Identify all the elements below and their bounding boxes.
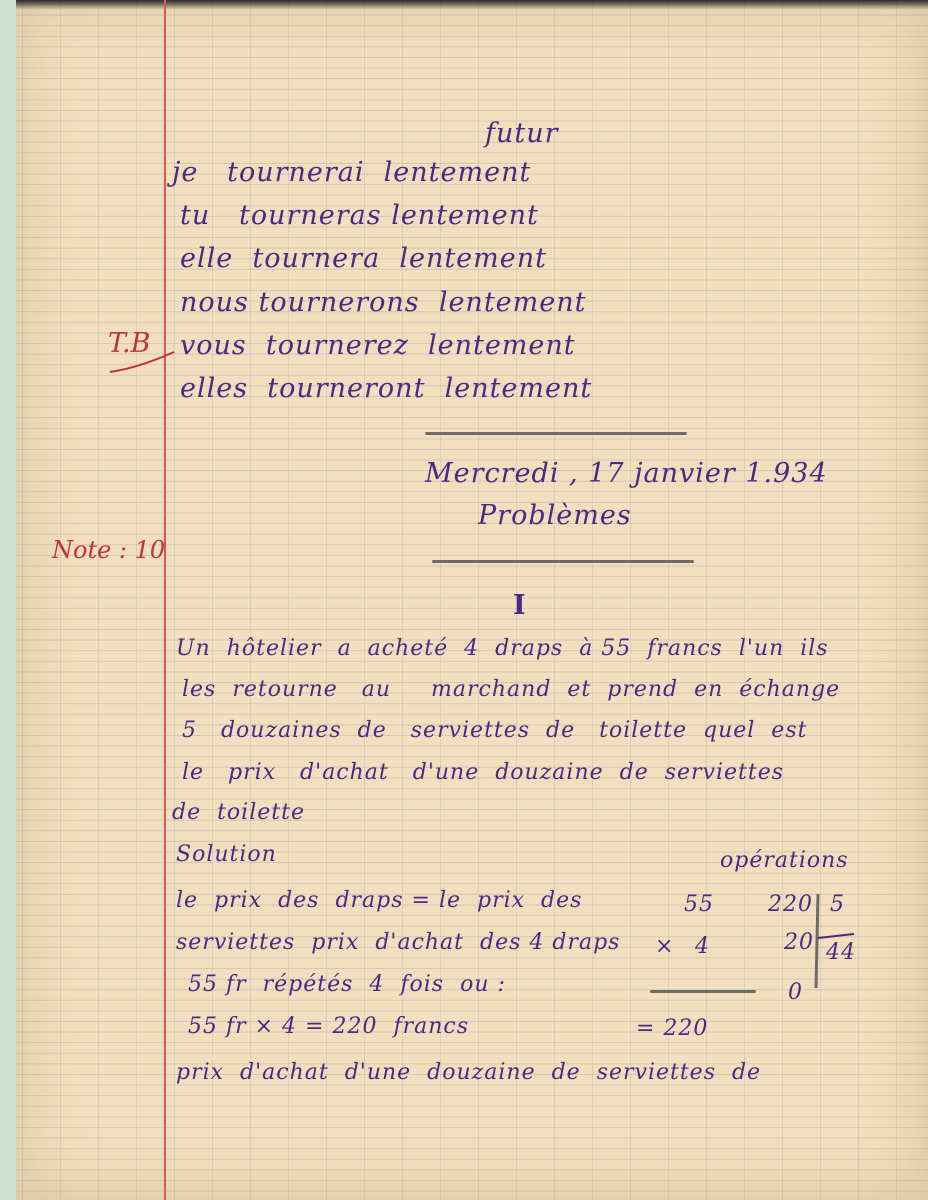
problem-line: Un hôtelier a acheté 4 draps à 55 francs l'un ils (176, 636, 829, 661)
division-quotient: 44 (826, 940, 856, 965)
conjugation-line: elle tournera lentement (180, 243, 547, 274)
solution-line: le prix des draps = le prix des (176, 888, 583, 913)
conjugation-line: vous tournerez lentement (180, 330, 576, 361)
separator-rule (425, 432, 687, 435)
operation-times-sign: × (655, 934, 675, 959)
solution-line: 55 fr × 4 = 220 francs (180, 1014, 470, 1039)
page-top-edge (16, 0, 928, 10)
conjugation-line: tu tourneras lentement (180, 200, 539, 231)
solution-label: Solution (176, 842, 277, 867)
division-bracket (810, 892, 856, 992)
teacher-initials: T.B (108, 328, 151, 359)
conjugation-line: je tournerai lentement (172, 157, 532, 188)
conjugation-line: nous tournerons lentement (180, 287, 587, 318)
separator-rule (432, 560, 694, 563)
heading: futur (485, 118, 559, 149)
problem-line: les retourne au marchand et prend en échange (182, 677, 841, 702)
problem-line: le prix d'achat d'une douzaine de serviettes (182, 760, 785, 785)
division-dividend: 220 (768, 892, 813, 917)
division-step: 20 (784, 930, 814, 955)
operation-multiplier: 4 (695, 934, 710, 959)
operation-product: = 220 (636, 1016, 709, 1041)
date-line: Mercredi , 17 janvier 1.934 (425, 458, 828, 489)
solution-line: 55 fr répétés 4 fois ou : (180, 972, 506, 997)
problem-line: de toilette (172, 800, 305, 825)
division-remainder: 0 (788, 980, 803, 1005)
division-divisor: 5 (830, 892, 845, 917)
teacher-underline (108, 350, 178, 380)
conjugation-line: elles tourneront lentement (180, 373, 593, 404)
solution-line: serviettes prix d'achat des 4 draps (176, 930, 621, 955)
problem-number: I (513, 590, 527, 621)
multiplication-rule (650, 990, 756, 993)
section-title: Problèmes (478, 500, 632, 531)
operation-multiplicand: 55 (684, 892, 714, 917)
operations-label: opérations (720, 848, 849, 873)
margin-line (164, 0, 166, 1200)
grade: Note : 10 (52, 536, 166, 564)
solution-line: prix d'achat d'une douzaine de serviettes de (176, 1060, 762, 1085)
problem-line: 5 douzaines de serviettes de toilette quel est (182, 718, 808, 743)
